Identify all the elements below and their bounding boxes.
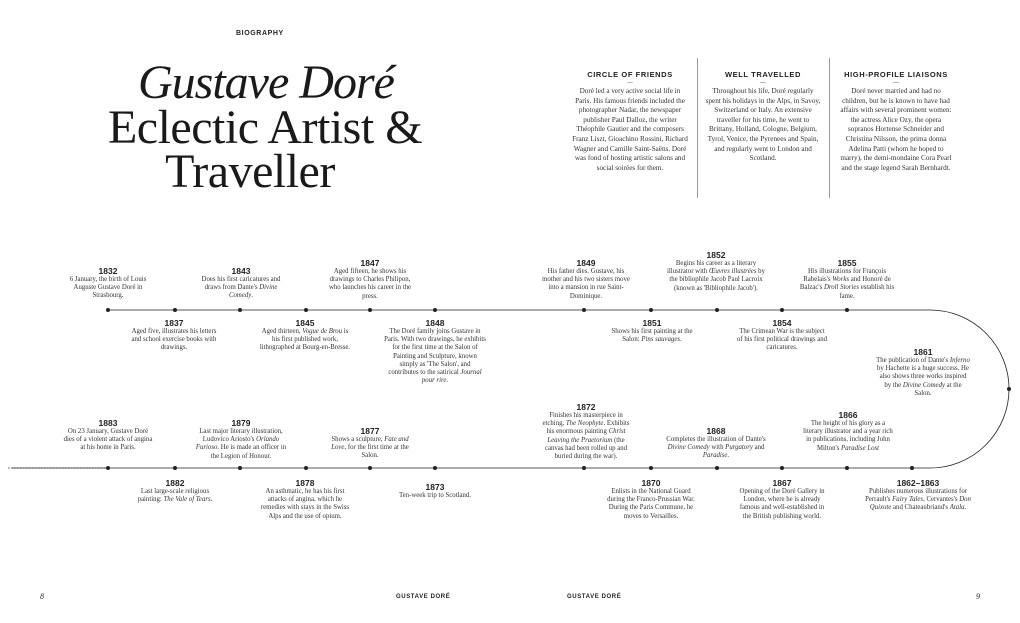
column-title: HIGH-PROFILE LIAISONS	[844, 70, 948, 79]
timeline-dot	[433, 466, 437, 470]
timeline-dot	[304, 466, 308, 470]
event-1872	[538, 402, 634, 461]
event-1852	[666, 250, 766, 293]
event-text: The Doré family joins Gustave in Paris. With two drawings, he exhibits for the first time at the Salon of Painting and Sculpture, known simply as 'The Salon', and contributes to the satirical Journal pour rire.	[384, 328, 486, 385]
column-dash: —	[760, 79, 766, 86]
timeline-dot	[1007, 387, 1011, 391]
event-text: Completes the illustration of Dante's Divine Comedy with Purgatory and Paradise.	[666, 436, 766, 460]
event-1879	[192, 418, 290, 461]
event-year: 1851	[642, 318, 662, 328]
running-footer-left: GUSTAVE DORÉ	[396, 594, 451, 600]
event-1855	[798, 258, 896, 301]
event-1868	[666, 426, 766, 461]
event-year: 1870	[641, 478, 661, 488]
event-text: His father dies. Gustave, his mother and his two sisters move into a mansion in rue Saint-Dominique.	[542, 268, 630, 300]
timeline-dot	[582, 308, 586, 312]
event-text: 6 January, the birth of Louis Auguste Gustave Doré in Strasbourg.	[69, 276, 147, 300]
event-1832	[62, 266, 154, 301]
event-1870	[606, 478, 696, 521]
event-text: Does his first caricatures and draws from Dante's Divine Comedy.	[201, 276, 281, 300]
event-1854	[736, 318, 828, 353]
event-1867	[736, 478, 828, 521]
event-year: 1862–1863	[896, 478, 940, 488]
event-year: 1872	[576, 402, 596, 412]
column-title: CIRCLE OF FRIENDS	[587, 70, 673, 79]
timeline-dot	[238, 466, 242, 470]
event-year: 1843	[231, 266, 251, 276]
event-text: Aged thirteen, Vogue de Brou is his first published work, lithographed at Bourg-en-Bresse.	[259, 328, 351, 352]
event-text: Last large-scale religious painting: The Vale of Tears.	[137, 488, 213, 504]
event-year: 1852	[706, 250, 726, 260]
timeline-dot	[368, 466, 372, 470]
event-year: 1877	[360, 426, 380, 436]
timeline-dot	[845, 466, 849, 470]
event-text: Enlists in the National Guard during the Franco-Prussian War. During the Paris Commune, he moves to Versailles.	[607, 488, 695, 520]
timeline-dot	[106, 308, 110, 312]
event-1848	[384, 318, 486, 385]
page-number-right: 9	[976, 592, 980, 601]
event-1845	[258, 318, 352, 353]
title-line-3: Traveller	[165, 145, 335, 198]
event-year: 1882	[165, 478, 185, 488]
timeline-dot	[238, 308, 242, 312]
event-1866	[802, 410, 894, 453]
event-text: Ten-week trip to Scotland.	[398, 492, 471, 499]
timeline-dot	[780, 308, 784, 312]
event-1851	[606, 318, 698, 344]
timeline-dot	[173, 308, 177, 312]
event-text: Begins his career as a literary illustrator with Œuvres illustrées by the bibliophile Jacob Paul Lacroix (known as 'Bibliophile Jacob').	[667, 260, 765, 292]
event-year: 1845	[295, 318, 315, 328]
event-1882	[130, 478, 220, 504]
event-text: His illustrations for François Rabelais's Works and Honoré de Balzac's Droll Stories establish his fame.	[799, 268, 895, 300]
timeline-dot	[368, 308, 372, 312]
timeline-dot	[910, 466, 914, 470]
column-text: Throughout his life, Doré regularly spent his holidays in the Alps, in Savoy, Switzerland or Italy. An extensive traveller for his time, he went to Brittany, Holland, Cologne, Belgium, Tyrol, Venice, the Pyrenees and Spain, and regularly went to London and Scotland.	[705, 87, 821, 163]
event-text: Opening of the Doré Gallery in London, where he is already famous and well-established in the British publishing world.	[739, 488, 825, 520]
timeline-dot	[433, 308, 437, 312]
event-text: The height of his glory as a literary illustrator and a year rich in publications, including John Milton's Paradise Lost	[803, 420, 893, 452]
timeline-dot	[715, 308, 719, 312]
column-text: Doré led a very active social life in Paris. His famous friends included the photographer Nadar, the newspaper publisher Paul Dalloz, the writer Théophile Gautier and the composers Franz Liszt, Gioachino Rossini, Richard Wagner and Camille Saint-Saëns. Doré was fond of hosting artistic salons and social soirées for them.	[572, 87, 688, 172]
timeline-dot	[582, 466, 586, 470]
column-text: Doré never married and had no children, but he is known to have had affairs with several prominent women: the actress Alice Ozy, the opera sopranos Hortense Schneider and Christina Nilsson, the prima donna Adelina Patti (whom he hoped to marry), the demi-mondaine Cora Pearl and the stage legend Sarah Bernhardt.	[840, 87, 952, 172]
timeline-dot	[649, 308, 653, 312]
event-year: 1879	[231, 418, 251, 428]
event-1878	[260, 478, 350, 521]
event-text: An asthmatic, he has his first attacks of angina, which he remedies with stays in the Swiss Alps and the use of opium.	[260, 488, 350, 520]
event-year: 1861	[913, 347, 933, 357]
column-title: WELL TRAVELLED	[724, 70, 802, 79]
event-text: Aged five, illustrates his letters and school exercise books with drawings.	[131, 328, 217, 352]
title-line-2: Eclectic Artist &	[107, 101, 423, 154]
event-year: 1837	[164, 318, 184, 328]
column-dash: —	[893, 79, 899, 86]
event-text: On 23 January, Gustave Doré dies of a violent attack of angina at his home in Paris.	[63, 428, 153, 452]
event-year: 1855	[837, 258, 857, 268]
event-1873	[392, 482, 478, 500]
event-text: Finishes his masterpiece in etching, The Neophyte. Exhibits his enormous painting Christ Leaving the Praetorium (the canvas had been rolled up and buried during the war).	[542, 412, 630, 461]
event-1877	[326, 426, 414, 461]
event-year: 1873	[425, 482, 445, 492]
event-year: 1868	[706, 426, 726, 436]
section-label: BIOGRAPHY	[236, 30, 284, 37]
event-1849	[538, 258, 634, 301]
timeline-dot	[106, 466, 110, 470]
event-year: 1878	[295, 478, 315, 488]
event-1847	[324, 258, 416, 301]
event-year: 1848	[425, 318, 445, 328]
event-text: Last major literary illustration, Ludovico Ariosto's Orlando Furioso. He is made an officer in the Legion of Honour.	[195, 428, 287, 460]
column-dash: —	[627, 79, 633, 86]
event-text: The publication of Dante's Inferno by Hachette is a huge success. He also shows three works inspired by the Divine Comedy at the Salon.	[876, 357, 970, 397]
event-text: Shows a sculpture, Fate and Love, for the first time at the Salon.	[331, 436, 409, 460]
event-1843	[194, 266, 288, 301]
event-year: 1866	[838, 410, 858, 420]
timeline-dot	[715, 466, 719, 470]
event-year: 1854	[772, 318, 792, 328]
timeline-dot	[173, 466, 177, 470]
event-year: 1867	[772, 478, 792, 488]
event-text: The Crimean War is the subject of his first political drawings and caricatures.	[736, 328, 828, 352]
timeline-dot	[649, 466, 653, 470]
event-year: 1883	[98, 418, 118, 428]
event-year: 1847	[360, 258, 380, 268]
event-text: Publishes numerous illustrations for Perrault's Fairy Tales, Cervantes's Don Quixote and Chateaubriand's Atala.	[865, 488, 971, 512]
timeline-dot	[780, 466, 784, 470]
event-1883	[62, 418, 154, 453]
event-1861	[876, 347, 970, 398]
event-year: 1849	[576, 258, 596, 268]
timeline-dot	[304, 308, 308, 312]
event-text: Aged fifteen, he shows his drawings to Charles Philipon, who launches his career in the press.	[328, 268, 412, 300]
event-year: 1832	[98, 266, 118, 276]
running-footer-right: GUSTAVE DORÉ	[567, 594, 622, 600]
event-text: Shows his first painting at the Salon: Pins sauvages.	[611, 328, 693, 344]
timeline-dot	[845, 308, 849, 312]
event-1862-1863	[860, 478, 976, 513]
event-1837	[128, 318, 220, 353]
title-line-1: Gustave Doré	[138, 56, 394, 109]
page-number-left: 8	[40, 592, 44, 601]
